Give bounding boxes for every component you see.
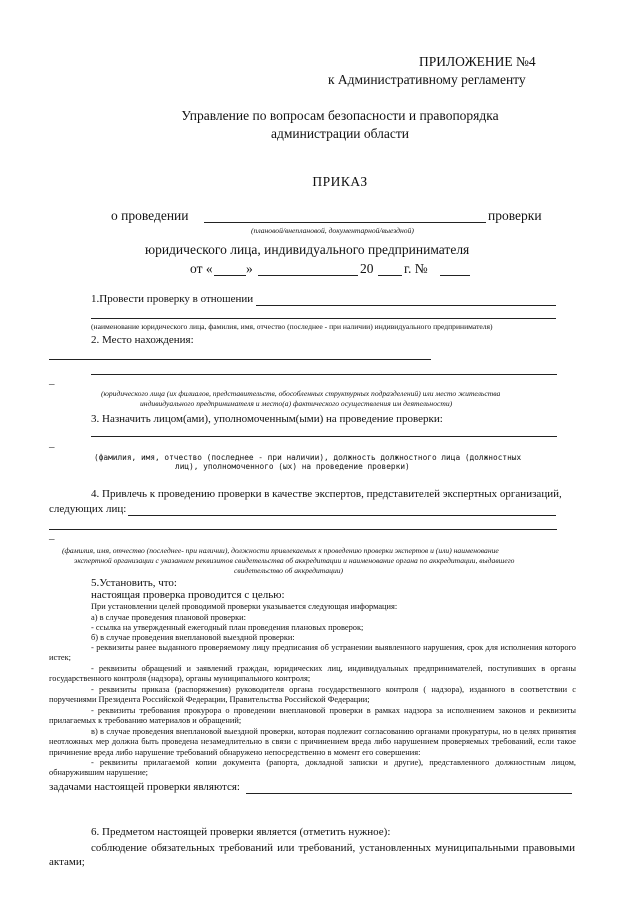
section4-hint-line2: экспертной организации с указанием реквизитов свидетельства об аккредитации и наименование органа по аккредитации, выдавшего [74, 556, 515, 565]
section5-item-b3: - реквизиты приказа (распоряжения) руководителя органа государственного контроля ( надзора), изданного в соответствии с поручениями Президента Российской Федерации, Правительства Российской Федерации; [49, 685, 576, 705]
order-title: ПРИКАЗ [312, 174, 368, 189]
date-quote-close: » [246, 261, 253, 276]
section4-text-line1: 4. Привлечь к проведению проверки в качестве экспертов, представителей экспертных организаций, [91, 488, 562, 500]
regulation-reference: к Административному регламенту [328, 72, 526, 87]
section5-tasks-label: задачами настоящей проверки являются: [49, 781, 240, 793]
order-about-suffix: проверки [488, 208, 542, 223]
date-day-field[interactable] [214, 275, 246, 276]
section5-label: 5.Установить, что: [91, 577, 177, 589]
section4-hint-line3: свидетельство об аккредитации) [234, 566, 344, 575]
order-subject: юридического лица, индивидуального предпринимателя [145, 242, 470, 257]
section3-label: 3. Назначить лицом(ами), уполномоченным(ыми) на проведение проверки: [91, 413, 443, 425]
section4-dash: – [49, 533, 55, 545]
section4-field[interactable] [128, 515, 556, 516]
section5-item-b1: - реквизиты ранее выданного проверяемому лицу предписания об устранении выявленного нарушения, срок для исполнения которого истек; [49, 643, 576, 663]
section5-goal: настоящая проверка проводится с целью: [91, 589, 285, 601]
section5-item-a1: - ссылка на утвержденный ежегодный план проведения плановых проверок; [91, 623, 364, 632]
section5-item-a: а) в случае проведения плановой проверки: [91, 613, 246, 622]
date-century: 20 [360, 261, 374, 276]
section2-dash: – [49, 378, 55, 390]
section2-hint-line1: (юридического лица (их филиалов, представительств, обособленных структурных подразделений) или место жительства [101, 389, 501, 398]
section5-item-c: в) в случае проведения внеплановой выездной проверки, которая подлежит согласованию органами прокуратуры, но в целях принятия неотложных мер должна быть проведена незамедлительно в связи с причинением вреда либо нарушением проверяемых требований, если такое причинение вреда либо нарушение требований обнаружено непосредственно в момент его совершения: [49, 727, 576, 757]
order-number-field[interactable] [440, 275, 470, 276]
section5-item-b4: - реквизиты требования прокурора о проведении внеплановой проверки в рамках надзора за исполнением законов и реквизиты прилагаемых к требованию материалов и обращений; [49, 706, 576, 726]
section6-item: соблюдение обязательных требований или требований, установленных муниципальными правовыми актами; [49, 842, 575, 868]
date-month-field[interactable] [258, 275, 358, 276]
order-number-label: г. № [404, 261, 428, 276]
date-prefix: от « [190, 261, 213, 276]
section1-field[interactable] [256, 305, 556, 306]
section2-field[interactable] [49, 359, 431, 360]
section1-field-2[interactable] [91, 318, 556, 319]
section3-dash: – [49, 441, 55, 453]
section5-item-c1: - реквизиты прилагаемой копии документа (рапорта, докладной записки и другие), представленного должностным лицом, обнаружившим нарушение; [49, 758, 576, 778]
section2-label: 2. Место нахождения: [91, 334, 194, 346]
section2-field-2[interactable] [91, 374, 557, 375]
appendix-number: ПРИЛОЖЕНИЕ №4 [419, 54, 536, 69]
section3-field[interactable] [91, 436, 557, 437]
section1-hint: (наименование юридического лица, фамилия, имя, отчество (последнее - при наличии) индивидуального предпринимателя) [91, 322, 493, 331]
section3-hint-line2: лиц), уполномоченного (ых) на проведение проверки) [175, 462, 410, 471]
section5-tasks-field[interactable] [246, 793, 572, 794]
section6-label: 6. Предметом настоящей проверки является (отметить нужное): [91, 826, 391, 838]
agency-name-line1: Управление по вопросам безопасности и правопорядка [181, 108, 499, 123]
section3-hint-line1: (фамилия, имя, отчество (последнее - при наличии), должность должностного лица (должностных [94, 453, 522, 462]
agency-name-line2: администрации области [270, 126, 410, 141]
section4-text-line2: следующих лиц: [49, 503, 127, 515]
order-about-prefix: о проведении [111, 208, 189, 223]
section5-info: При установлении целей проводимой проверки указывается следующая информация: [91, 602, 398, 611]
section5-item-b: б) в случае проведения внеплановой выездной проверки: [91, 633, 295, 642]
section2-hint-line2: индивидуального предпринимателя и место(а) фактического осуществления им деятельности) [140, 399, 453, 408]
section1-label: 1.Провести проверку в отношении [91, 293, 254, 305]
order-type-hint: (плановой/внеплановой, документарной/выездной) [251, 226, 414, 235]
section4-hint-line1: (фамилия, имя, отчество (последнее- при наличии), должности привлекаемых к проведению проверки экспертов и (или) наименование [62, 546, 499, 555]
date-year-field[interactable] [378, 275, 402, 276]
section4-field-2[interactable] [49, 529, 557, 530]
order-type-field[interactable] [204, 222, 486, 223]
section5-item-b2: - реквизиты обращений и заявлений граждан, юридических лиц, индивидуальных предпринимателей, поступивших в органы государственного контроля (надзора), органы муниципального контроля; [49, 664, 576, 684]
